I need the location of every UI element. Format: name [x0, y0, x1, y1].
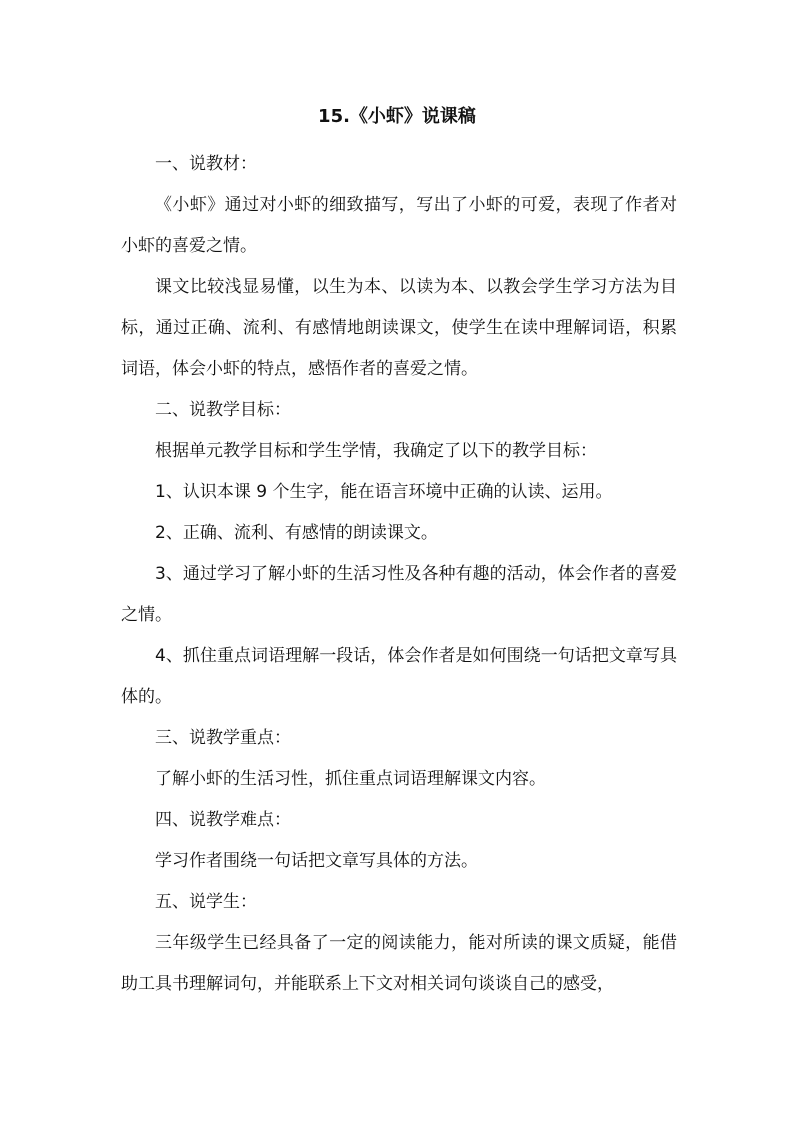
paragraph-material-summary: 《小虾》通过对小虾的细致描写，写出了小虾的可爱，表现了作者对小虾的喜爱之情。 — [121, 195, 677, 256]
paragraph-difficulties: 学习作者围绕一句话把文章写具体的方法。 — [155, 851, 478, 871]
document-body — [121, 144, 677, 1005]
document-title: 15.《小虾》说课稿 — [318, 106, 476, 127]
goal-item-1: 1、认识本课 9 个生字，能在语言环境中正确的认读、运用。 — [155, 482, 613, 502]
paragraph-material-analysis: 课文比较浅显易懂，以生为本、以读为本、以教会学生学习方法为目标，通过正确、流利、有感情地朗读课文，使学生在读中理解词语，积累词语，体会小虾的特点，感悟作者的喜爱之情。 — [121, 277, 677, 379]
section-heading-teaching-material: 一、说教材： — [155, 154, 257, 174]
section-heading-key-points: 三、说教学重点： — [155, 728, 291, 748]
section-heading-difficulties: 四、说教学难点： — [155, 810, 291, 830]
goal-item-2: 2、正确、流利、有感情的朗读课文。 — [155, 523, 438, 543]
section-heading-teaching-goals: 二、说教学目标： — [155, 400, 291, 420]
goal-item-3: 3、通过学习了解小虾的生活习性及各种有趣的活动，体会作者的喜爱之情。 — [121, 564, 677, 625]
section-heading-students: 五、说学生： — [155, 892, 257, 912]
paragraph-students: 三年级学生已经具备了一定的阅读能力，能对所读的课文质疑，能借助工具书理解词句，并能联系上下文对相关词句谈谈自己的感受， — [121, 933, 677, 994]
paragraph-goals-intro: 根据单元教学目标和学生学情，我确定了以下的教学目标： — [155, 441, 597, 461]
goal-item-4: 4、抓住重点词语理解一段话，体会作者是如何围绕一句话把文章写具体的。 — [121, 646, 677, 707]
paragraph-key-points: 了解小虾的生活习性，抓住重点词语理解课文内容。 — [155, 769, 546, 789]
